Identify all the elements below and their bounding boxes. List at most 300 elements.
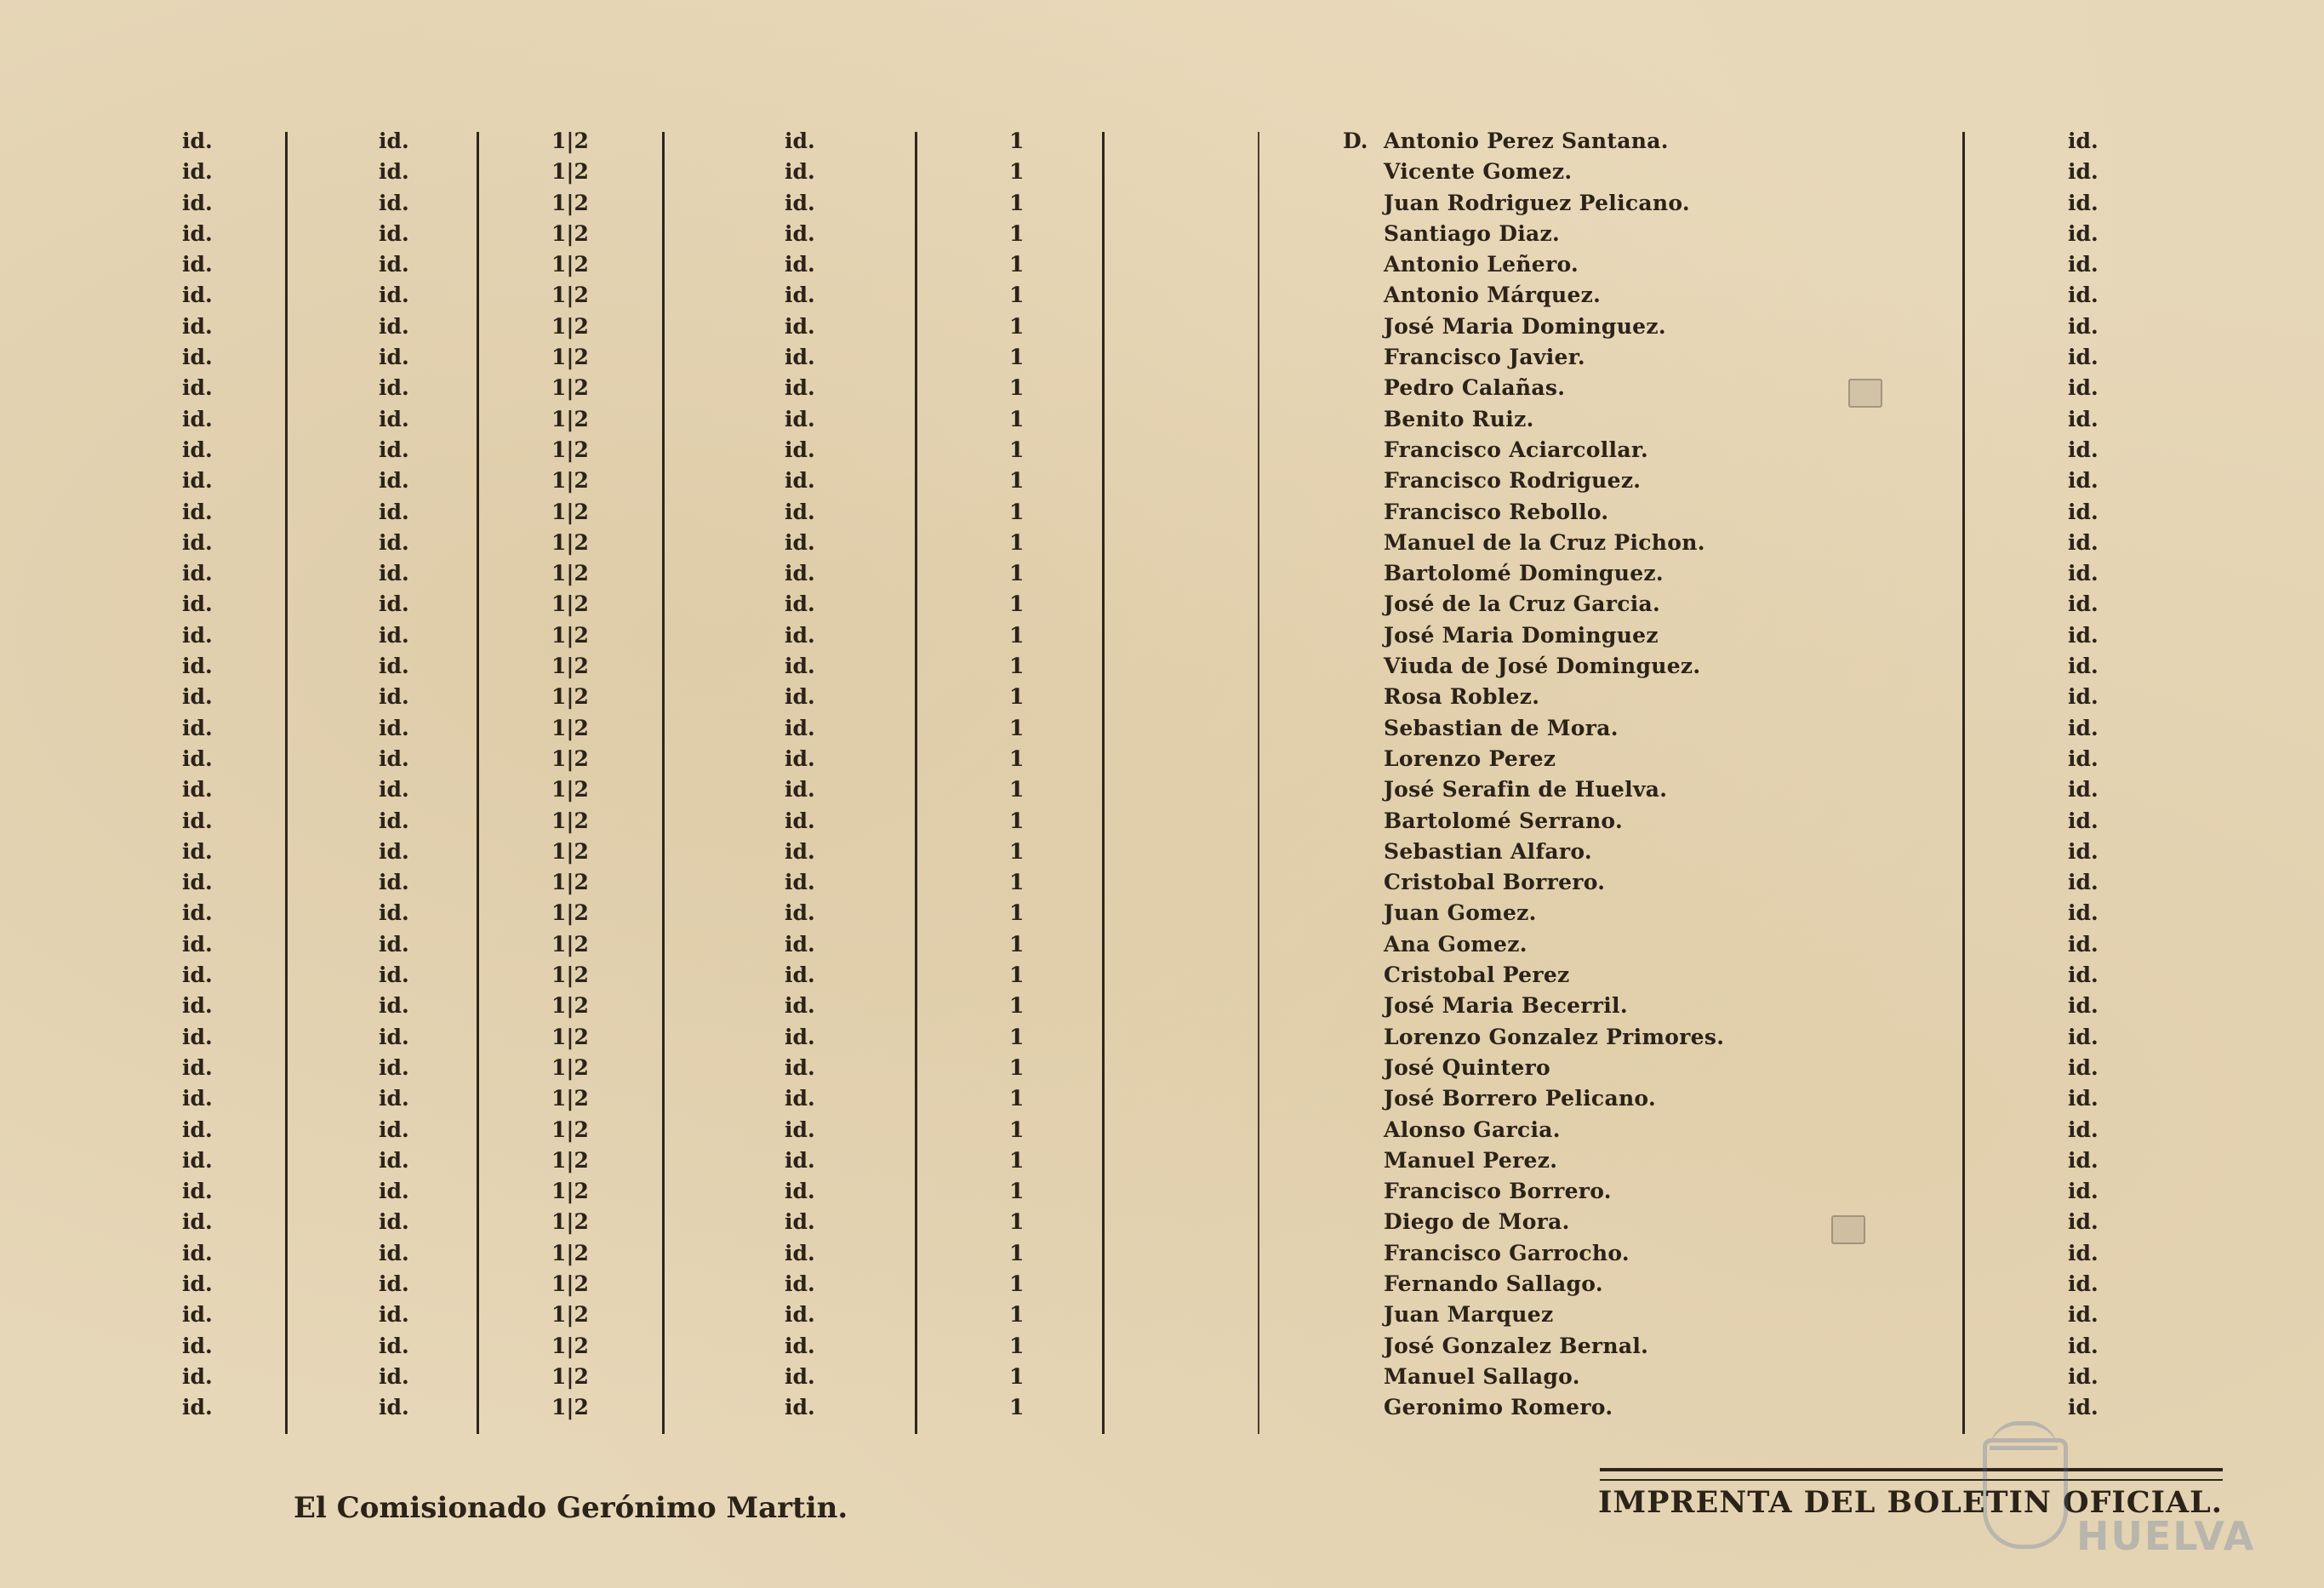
- cell-c6: Santiago Diaz.: [1384, 220, 1561, 246]
- cell-c4: id.: [785, 1240, 815, 1265]
- cell-c6: José Borrero Pelicano.: [1384, 1086, 1656, 1111]
- cell-c4: id.: [785, 529, 815, 555]
- cell-c2: id.: [379, 345, 409, 370]
- cell-c4: id.: [785, 1302, 815, 1328]
- cell-c2: id.: [379, 252, 409, 277]
- cell-c1: id.: [182, 129, 213, 153]
- cell-c6: José Maria Dominguez: [1384, 622, 1659, 648]
- cell-c3: 1|2: [551, 777, 589, 803]
- cell-c3: 1|2: [551, 870, 589, 895]
- cell-c3: 1|2: [551, 1363, 589, 1389]
- table-row: [0, 651, 2324, 682]
- cell-c4: id.: [785, 1054, 815, 1080]
- cell-c7: id.: [2068, 406, 2098, 431]
- cell-c1: id.: [182, 591, 213, 617]
- cell-c3: 1|2: [551, 1024, 589, 1049]
- table-row: [0, 157, 2324, 187]
- cell-c3: 1|2: [551, 283, 589, 308]
- cell-c6: Benito Ruiz.: [1384, 406, 1534, 431]
- cell-c4: id.: [785, 1363, 815, 1389]
- cell-c6: Viuda de José Dominguez.: [1384, 654, 1701, 679]
- cell-c5: 1: [1009, 375, 1025, 401]
- cell-c3: 1|2: [551, 499, 589, 524]
- cell-c3: 1|2: [551, 190, 589, 215]
- cell-c3: 1|2: [551, 745, 589, 771]
- table-row: [0, 1145, 2324, 1176]
- cell-c2: id.: [379, 283, 409, 308]
- cell-c1: id.: [182, 1240, 213, 1265]
- cell-c3: 1|2: [551, 808, 589, 833]
- cell-c3: 1|2: [551, 468, 589, 494]
- cell-c5: 1: [1009, 406, 1025, 431]
- cell-c2: id.: [379, 406, 409, 431]
- honorific-prefix: D.: [1343, 129, 1368, 153]
- cell-c2: id.: [379, 529, 409, 555]
- table-row: [0, 435, 2324, 466]
- cell-c6: Diego de Mora.: [1384, 1209, 1570, 1235]
- cell-c7: id.: [2068, 313, 2098, 339]
- cell-c3: 1|2: [551, 1054, 589, 1080]
- cell-c7: id.: [2068, 220, 2098, 246]
- cell-c5: 1: [1009, 1395, 1025, 1420]
- cell-c7: id.: [2068, 1054, 2098, 1080]
- cell-c1: id.: [182, 808, 213, 833]
- cell-c1: id.: [182, 252, 213, 277]
- table-row: [0, 558, 2324, 589]
- cell-c2: id.: [379, 900, 409, 926]
- cell-c5: 1: [1009, 1179, 1025, 1204]
- table-row: [0, 682, 2324, 712]
- cell-c5: 1: [1009, 159, 1025, 185]
- cell-c6: Antonio Perez Santana.: [1384, 129, 1669, 153]
- cell-c3: 1|2: [551, 654, 589, 679]
- cell-c4: id.: [785, 900, 815, 926]
- cell-c4: id.: [785, 1333, 815, 1358]
- cell-c1: id.: [182, 561, 213, 586]
- cell-c1: id.: [182, 375, 213, 401]
- cell-c1: id.: [182, 1086, 213, 1111]
- cell-c4: id.: [785, 1147, 815, 1173]
- cell-c3: 1|2: [551, 622, 589, 648]
- cell-c1: id.: [182, 159, 213, 185]
- cell-c6: Alonso Garcia.: [1384, 1117, 1561, 1142]
- cell-c4: id.: [785, 654, 815, 679]
- cell-c7: id.: [2068, 1395, 2098, 1420]
- cell-c6: José Quintero: [1384, 1054, 1551, 1080]
- cell-c4: id.: [785, 190, 815, 215]
- cell-c6: Lorenzo Gonzalez Primores.: [1384, 1024, 1725, 1049]
- cell-c1: id.: [182, 190, 213, 215]
- cell-c2: id.: [379, 808, 409, 833]
- cell-c1: id.: [182, 745, 213, 771]
- cell-c5: 1: [1009, 252, 1025, 277]
- table-row: [0, 774, 2324, 805]
- cell-c5: 1: [1009, 931, 1025, 957]
- table-row: [0, 837, 2324, 867]
- cell-c2: id.: [379, 931, 409, 957]
- cell-c1: id.: [182, 1395, 213, 1420]
- cell-c3: 1|2: [551, 993, 589, 1019]
- cell-c4: id.: [785, 375, 815, 401]
- cell-c2: id.: [379, 654, 409, 679]
- cell-c7: id.: [2068, 808, 2098, 833]
- cell-c6: José Serafin de Huelva.: [1384, 777, 1668, 803]
- cell-c3: 1|2: [551, 1333, 589, 1358]
- cell-c2: id.: [379, 129, 409, 153]
- cell-c4: id.: [785, 129, 815, 153]
- cell-c4: id.: [785, 870, 815, 895]
- table-row: [0, 219, 2324, 249]
- cell-c1: id.: [182, 622, 213, 648]
- cell-c6: Manuel Perez.: [1384, 1147, 1558, 1173]
- cell-c1: id.: [182, 900, 213, 926]
- cell-c5: 1: [1009, 745, 1025, 771]
- cell-c6: Francisco Javier.: [1384, 345, 1585, 370]
- cell-c3: 1|2: [551, 1147, 589, 1173]
- cell-c4: id.: [785, 406, 815, 431]
- cell-c3: 1|2: [551, 1117, 589, 1142]
- cell-c7: id.: [2068, 1333, 2098, 1358]
- cell-c2: id.: [379, 838, 409, 864]
- cell-c7: id.: [2068, 1302, 2098, 1328]
- table-row: [0, 1053, 2324, 1083]
- cell-c7: id.: [2068, 1240, 2098, 1265]
- cell-c6: Antonio Leñero.: [1384, 252, 1579, 277]
- cell-c4: id.: [785, 777, 815, 803]
- cell-c4: id.: [785, 1271, 815, 1296]
- cell-c1: id.: [182, 1024, 213, 1049]
- cell-c5: 1: [1009, 190, 1025, 215]
- cell-c6: Rosa Roblez.: [1384, 684, 1540, 710]
- cell-c7: id.: [2068, 622, 2098, 648]
- cell-c2: id.: [379, 468, 409, 494]
- cell-c6: Francisco Rebollo.: [1384, 499, 1609, 524]
- cell-c7: id.: [2068, 1271, 2098, 1296]
- cell-c2: id.: [379, 561, 409, 586]
- cell-c7: id.: [2068, 437, 2098, 462]
- cell-c2: id.: [379, 1209, 409, 1235]
- cell-c4: id.: [785, 808, 815, 833]
- cell-c6: Lorenzo Perez: [1384, 745, 1556, 771]
- cell-c2: id.: [379, 993, 409, 1019]
- cell-c2: id.: [379, 745, 409, 771]
- cell-c3: 1|2: [551, 931, 589, 957]
- watermark-label: HUELVA: [2076, 1513, 2256, 1559]
- cell-c4: id.: [785, 1024, 815, 1049]
- cell-c6: Juan Marquez: [1384, 1302, 1554, 1328]
- cell-c3: 1|2: [551, 220, 589, 246]
- table-row: [0, 713, 2324, 744]
- cell-c5: 1: [1009, 1271, 1025, 1296]
- cell-c7: id.: [2068, 745, 2098, 771]
- cell-c4: id.: [785, 591, 815, 617]
- cell-c7: id.: [2068, 499, 2098, 524]
- cell-c2: id.: [379, 591, 409, 617]
- cell-c5: 1: [1009, 591, 1025, 617]
- cell-c7: id.: [2068, 838, 2098, 864]
- table-row: [0, 126, 2324, 157]
- cell-c7: id.: [2068, 777, 2098, 803]
- cell-c5: 1: [1009, 129, 1025, 153]
- cell-c4: id.: [785, 715, 815, 740]
- cell-c1: id.: [182, 529, 213, 555]
- cell-c6: Antonio Márquez.: [1384, 283, 1602, 308]
- cell-c2: id.: [379, 499, 409, 524]
- cell-c5: 1: [1009, 684, 1025, 710]
- cell-c5: 1: [1009, 808, 1025, 833]
- cell-c3: 1|2: [551, 1086, 589, 1111]
- table-row: [0, 898, 2324, 928]
- cell-c7: id.: [2068, 1117, 2098, 1142]
- table-row: [0, 280, 2324, 311]
- cell-c6: José Maria Becerril.: [1384, 993, 1628, 1019]
- cell-c3: 1|2: [551, 561, 589, 586]
- cell-c6: Vicente Gomez.: [1384, 159, 1573, 185]
- cell-c5: 1: [1009, 499, 1025, 524]
- table-row: [0, 929, 2324, 960]
- cell-c5: 1: [1009, 993, 1025, 1019]
- cell-c2: id.: [379, 622, 409, 648]
- cell-c3: 1|2: [551, 591, 589, 617]
- cell-c4: id.: [785, 437, 815, 462]
- cell-c6: Geronimo Romero.: [1384, 1395, 1613, 1420]
- cell-c6: Juan Gomez.: [1384, 900, 1537, 926]
- cell-c5: 1: [1009, 561, 1025, 586]
- cell-c5: 1: [1009, 1117, 1025, 1142]
- cell-c6: Cristobal Borrero.: [1384, 870, 1606, 895]
- cell-c2: id.: [379, 375, 409, 401]
- cell-c2: id.: [379, 1086, 409, 1111]
- cell-c1: id.: [182, 220, 213, 246]
- cell-c4: id.: [785, 1209, 815, 1235]
- table-row: [0, 188, 2324, 219]
- cell-c5: 1: [1009, 654, 1025, 679]
- cell-c6: Pedro Calañas.: [1384, 375, 1566, 401]
- cell-c7: id.: [2068, 900, 2098, 926]
- cell-c5: 1: [1009, 1209, 1025, 1235]
- cell-c6: Sebastian de Mora.: [1384, 715, 1619, 740]
- cell-c3: 1|2: [551, 129, 589, 153]
- cell-c1: id.: [182, 1363, 213, 1389]
- cell-c3: 1|2: [551, 1395, 589, 1420]
- cell-c2: id.: [379, 1117, 409, 1142]
- cell-c3: 1|2: [551, 313, 589, 339]
- cell-c5: 1: [1009, 963, 1025, 988]
- cell-c5: 1: [1009, 1024, 1025, 1049]
- cell-c5: 1: [1009, 870, 1025, 895]
- cell-c3: 1|2: [551, 900, 589, 926]
- cell-c4: id.: [785, 345, 815, 370]
- cell-c3: 1|2: [551, 375, 589, 401]
- cell-c4: id.: [785, 931, 815, 957]
- cell-c2: id.: [379, 313, 409, 339]
- cell-c1: id.: [182, 993, 213, 1019]
- cell-c5: 1: [1009, 622, 1025, 648]
- cell-c6: Fernando Sallago.: [1384, 1271, 1603, 1296]
- cell-c4: id.: [785, 963, 815, 988]
- cell-c4: id.: [785, 622, 815, 648]
- cell-c1: id.: [182, 1054, 213, 1080]
- cell-c4: id.: [785, 468, 815, 494]
- cell-c7: id.: [2068, 1179, 2098, 1204]
- cell-c7: id.: [2068, 1024, 2098, 1049]
- cell-c1: id.: [182, 345, 213, 370]
- table-row: [0, 373, 2324, 403]
- table-row: [0, 960, 2324, 991]
- cell-c2: id.: [379, 684, 409, 710]
- cell-c4: id.: [785, 313, 815, 339]
- cell-c7: id.: [2068, 468, 2098, 494]
- cell-c3: 1|2: [551, 529, 589, 555]
- cell-c5: 1: [1009, 1363, 1025, 1389]
- cell-c1: id.: [182, 684, 213, 710]
- cell-c5: 1: [1009, 1054, 1025, 1080]
- cell-c1: id.: [182, 654, 213, 679]
- cell-c7: id.: [2068, 345, 2098, 370]
- table-row: [0, 1331, 2324, 1362]
- cell-c4: id.: [785, 684, 815, 710]
- table-row: [0, 867, 2324, 898]
- cell-c2: id.: [379, 777, 409, 803]
- cell-c6: José de la Cruz Garcia.: [1384, 591, 1661, 617]
- cell-c7: id.: [2068, 654, 2098, 679]
- cell-c2: id.: [379, 190, 409, 215]
- cell-c3: 1|2: [551, 1240, 589, 1265]
- table-row: [0, 1392, 2324, 1423]
- cell-c6: Francisco Rodriguez.: [1384, 468, 1642, 494]
- cell-c4: id.: [785, 1086, 815, 1111]
- table-row: [0, 744, 2324, 774]
- cell-c2: id.: [379, 220, 409, 246]
- printer-imprint: IMPRENTA DEL BOLETIN OFICIAL.: [1598, 1485, 2223, 1520]
- cell-c3: 1|2: [551, 963, 589, 988]
- cell-c2: id.: [379, 1302, 409, 1328]
- cell-c2: id.: [379, 1179, 409, 1204]
- cell-c7: id.: [2068, 252, 2098, 277]
- cell-c3: 1|2: [551, 838, 589, 864]
- cell-c7: id.: [2068, 159, 2098, 185]
- cell-c5: 1: [1009, 838, 1025, 864]
- cell-c5: 1: [1009, 345, 1025, 370]
- cell-c3: 1|2: [551, 1209, 589, 1235]
- cell-c7: id.: [2068, 870, 2098, 895]
- cell-c5: 1: [1009, 313, 1025, 339]
- cell-c7: id.: [2068, 715, 2098, 740]
- cell-c5: 1: [1009, 283, 1025, 308]
- cell-c3: 1|2: [551, 715, 589, 740]
- cell-c7: id.: [2068, 931, 2098, 957]
- cell-c6: Ana Gomez.: [1384, 931, 1527, 957]
- cell-c5: 1: [1009, 468, 1025, 494]
- table-row: [0, 1176, 2324, 1207]
- cell-c5: 1: [1009, 220, 1025, 246]
- cell-c5: 1: [1009, 1302, 1025, 1328]
- cell-c2: id.: [379, 1363, 409, 1389]
- table-row: [0, 589, 2324, 620]
- cell-c2: id.: [379, 437, 409, 462]
- table-row: [0, 1269, 2324, 1300]
- cell-c2: id.: [379, 1333, 409, 1358]
- cell-c7: id.: [2068, 529, 2098, 555]
- cell-c1: id.: [182, 1302, 213, 1328]
- cell-c1: id.: [182, 931, 213, 957]
- cell-c3: 1|2: [551, 252, 589, 277]
- cell-c7: id.: [2068, 1363, 2098, 1389]
- cell-c7: id.: [2068, 375, 2098, 401]
- cell-c6: Bartolomé Serrano.: [1384, 808, 1623, 833]
- table-row: [0, 1238, 2324, 1269]
- cell-c7: id.: [2068, 993, 2098, 1019]
- cell-c4: id.: [785, 1179, 815, 1204]
- cell-c5: 1: [1009, 715, 1025, 740]
- archive-watermark: [1974, 1421, 2255, 1566]
- cell-c1: id.: [182, 870, 213, 895]
- cell-c1: id.: [182, 313, 213, 339]
- table-row: [0, 1022, 2324, 1053]
- cell-c6: Francisco Borrero.: [1384, 1179, 1612, 1204]
- cell-c6: Manuel Sallago.: [1384, 1363, 1580, 1389]
- cell-c4: id.: [785, 993, 815, 1019]
- cell-c7: id.: [2068, 684, 2098, 710]
- cell-c5: 1: [1009, 437, 1025, 462]
- cell-c2: id.: [379, 1395, 409, 1420]
- signature-line: El Comisionado Gerónimo Martin.: [294, 1491, 848, 1525]
- table-row: [0, 620, 2324, 651]
- cell-c2: id.: [379, 1024, 409, 1049]
- cell-c3: 1|2: [551, 159, 589, 185]
- cell-c6: Bartolomé Dominguez.: [1384, 561, 1664, 586]
- cell-c1: id.: [182, 499, 213, 524]
- cell-c1: id.: [182, 1333, 213, 1358]
- cell-c1: id.: [182, 715, 213, 740]
- table-row: [0, 404, 2324, 435]
- cell-c7: id.: [2068, 129, 2098, 153]
- cell-c3: 1|2: [551, 345, 589, 370]
- cell-c5: 1: [1009, 1147, 1025, 1173]
- table-row: [0, 466, 2324, 496]
- cell-c6: Cristobal Perez: [1384, 963, 1570, 988]
- cell-c7: id.: [2068, 591, 2098, 617]
- cell-c4: id.: [785, 1395, 815, 1420]
- table-row: [0, 497, 2324, 528]
- cell-c5: 1: [1009, 1086, 1025, 1111]
- cell-c6: José Maria Dominguez.: [1384, 313, 1666, 339]
- cell-c3: 1|2: [551, 1179, 589, 1204]
- table-row: [0, 1115, 2324, 1145]
- cell-c5: 1: [1009, 900, 1025, 926]
- cell-c6: Sebastian Alfaro.: [1384, 838, 1592, 864]
- cell-c1: id.: [182, 838, 213, 864]
- cell-c2: id.: [379, 1147, 409, 1173]
- cell-c6: José Gonzalez Bernal.: [1384, 1333, 1649, 1358]
- cell-c4: id.: [785, 283, 815, 308]
- cell-c2: id.: [379, 963, 409, 988]
- shield-icon: [1983, 1438, 2068, 1549]
- cell-c7: id.: [2068, 963, 2098, 988]
- cell-c5: 1: [1009, 529, 1025, 555]
- table-row: [0, 1362, 2324, 1392]
- cell-c7: id.: [2068, 561, 2098, 586]
- table-row: [0, 1083, 2324, 1114]
- table-row: [0, 806, 2324, 837]
- cell-c3: 1|2: [551, 437, 589, 462]
- cell-c2: id.: [379, 159, 409, 185]
- cell-c1: id.: [182, 406, 213, 431]
- table-row: [0, 311, 2324, 342]
- cell-c2: id.: [379, 1271, 409, 1296]
- cell-c2: id.: [379, 1240, 409, 1265]
- table-row: [0, 249, 2324, 280]
